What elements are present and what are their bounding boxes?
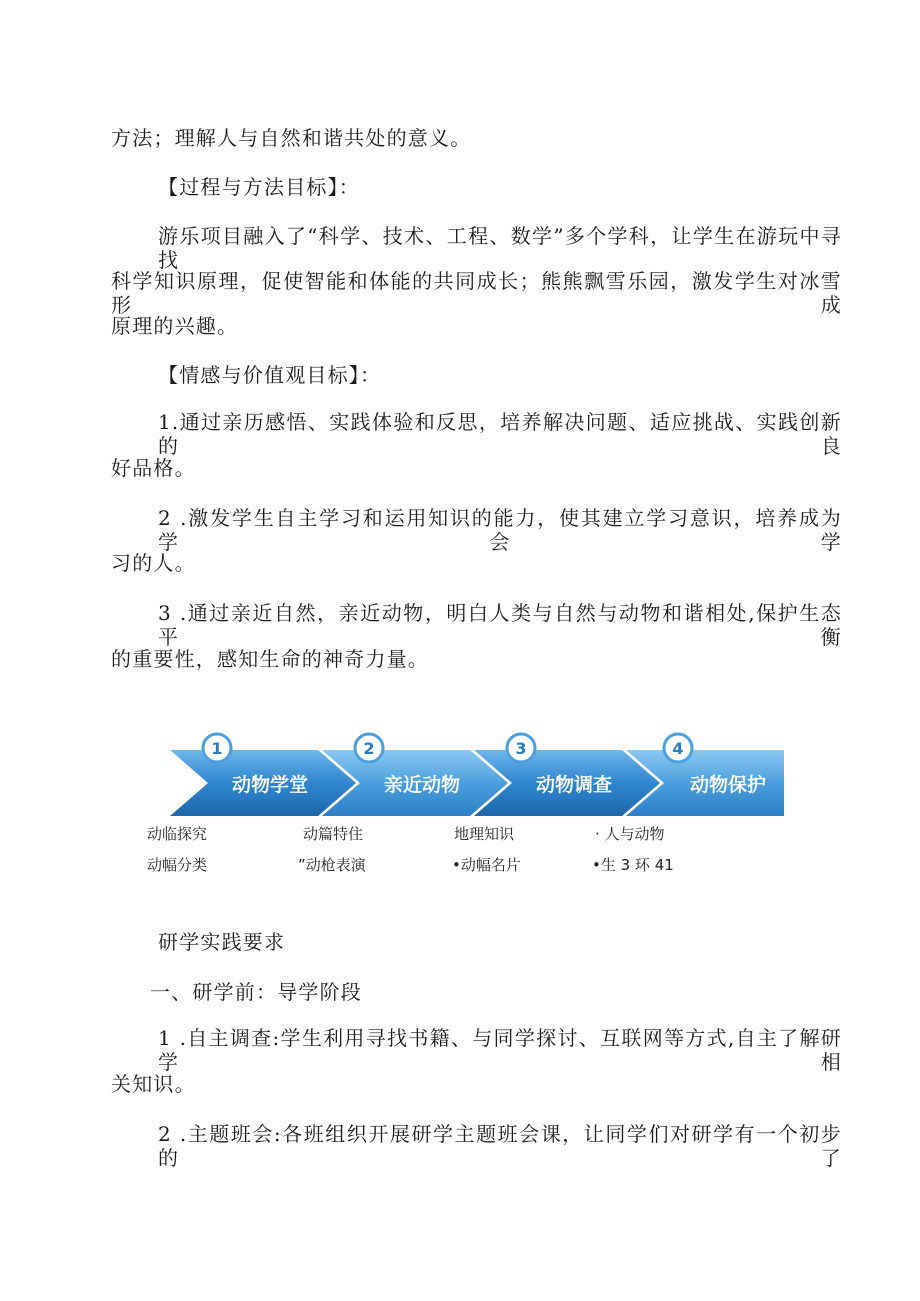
paragraph-line: 游乐项目融入了“科学、技术、工程、数学”多个学科，让学生在游玩中寻找 bbox=[158, 224, 842, 272]
section-heading: 【情感与价值观目标】： bbox=[158, 363, 382, 387]
step-label: 亲近动物 bbox=[383, 774, 461, 796]
step-label: 动物调查 bbox=[535, 774, 613, 796]
paragraph-line: 1.通过亲历感悟、实践体验和反思，培养解决问题、适应挑战、实践创新的良 bbox=[158, 410, 842, 458]
paragraph-line: 1 .自主调查:学生利用寻找书籍、与同学探讨、互联网等方式,自主了解研学相 bbox=[158, 1026, 842, 1074]
paragraph-line: 科学知识原理，促使智能和体能的共同成长；熊熊飘雪乐园，激发学生对冰雪形成 bbox=[111, 269, 842, 317]
step-item: ”动枪表演 bbox=[298, 856, 366, 874]
section-heading: 研学实践要求 bbox=[158, 930, 286, 954]
step-number: 2 bbox=[363, 739, 375, 758]
step-label: 动物学堂 bbox=[231, 774, 309, 796]
paragraph-line: 2 .主题班会:各班组织开展研学主题班会课，让同学们对研学有一个初步的了 bbox=[158, 1122, 842, 1170]
step-item: 地理知识 bbox=[454, 825, 515, 843]
step-number: 4 bbox=[672, 739, 684, 758]
step-item: •生 3 环 41 bbox=[592, 856, 674, 874]
section-heading: 【过程与方法目标】： bbox=[158, 175, 360, 199]
paragraph-line: 关知识。 bbox=[111, 1072, 196, 1096]
paragraph-line: 习的人。 bbox=[111, 551, 196, 575]
step-item: 动幅分类 bbox=[147, 856, 208, 874]
step-item: 动临探究 bbox=[147, 825, 208, 843]
step-label: 动物保护 bbox=[689, 774, 767, 796]
section-heading: 一、研学前：导学阶段 bbox=[150, 980, 362, 1004]
paragraph-line: 的重要性，感知生命的神奇力量。 bbox=[111, 647, 429, 671]
paragraph-line: 2 .激发学生自主学习和运用知识的能力，使其建立学习意识，培养成为学会学 bbox=[158, 506, 842, 554]
step-item: 动篇特住 bbox=[303, 825, 364, 843]
paragraph-line: 好品格。 bbox=[111, 456, 196, 480]
process-diagram bbox=[170, 728, 784, 823]
paragraph-line: 3 .通过亲近自然，亲近动物，明白人类与自然与动物和谐相处,保护生态平衡 bbox=[158, 601, 842, 649]
step-number: 1 bbox=[211, 739, 223, 758]
paragraph-line: 原理的兴趣。 bbox=[111, 314, 239, 338]
step-item: · 人与动物 bbox=[595, 825, 665, 843]
paragraph-line: 方法；理解人与自然和谐共处的意义。 bbox=[111, 126, 472, 150]
step-item: •动幅名片 bbox=[452, 856, 521, 874]
step-number: 3 bbox=[515, 739, 527, 758]
